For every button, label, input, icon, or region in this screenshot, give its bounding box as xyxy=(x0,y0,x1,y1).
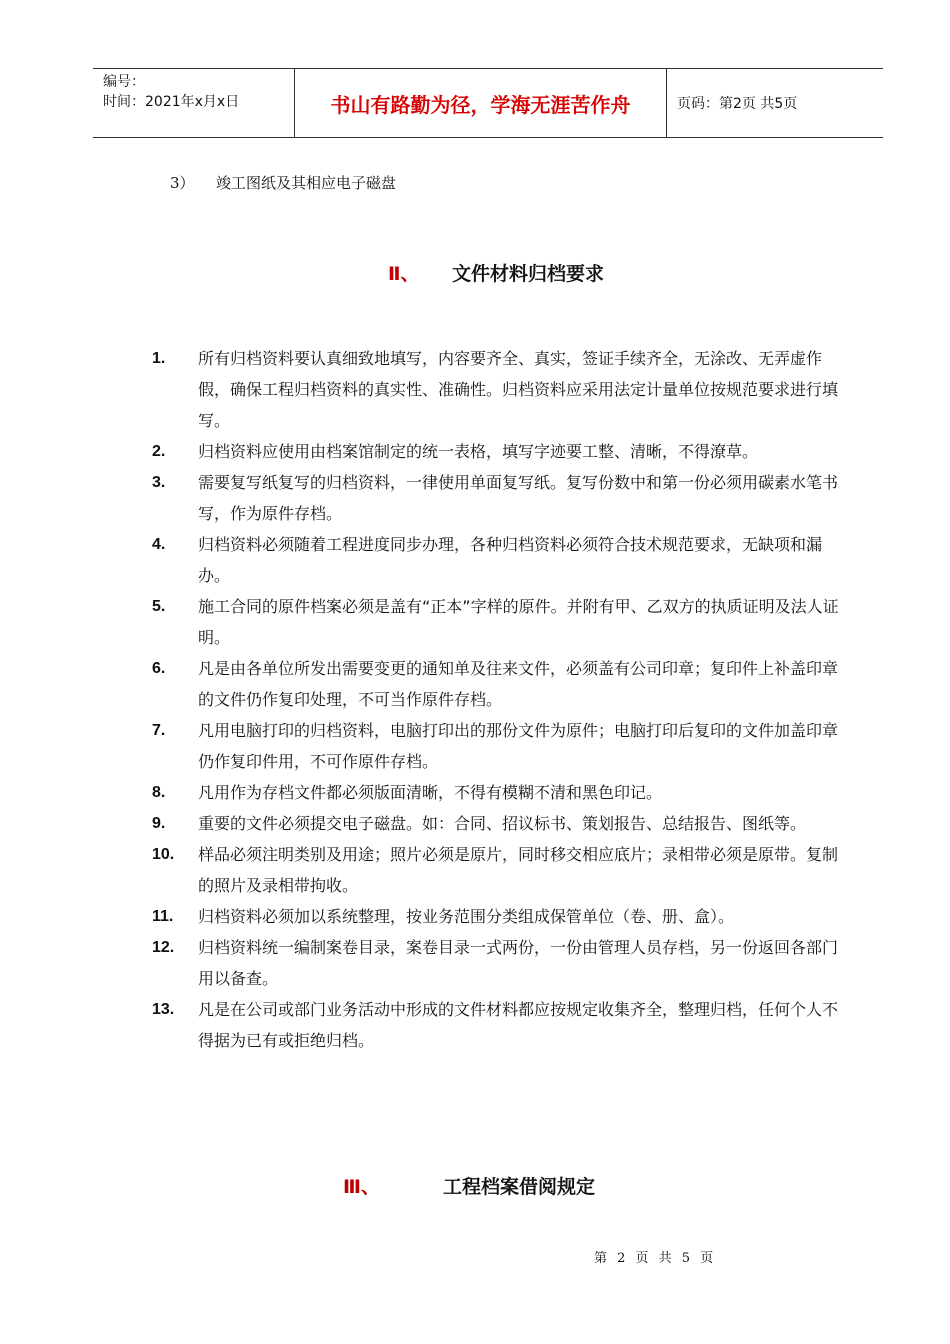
list-item-text: 凡是在公司或部门业务活动中形成的文件材料都应按规定收集齐全，整理归档，任何个人不得据为已有或拒绝归档。 xyxy=(198,1000,839,1050)
list-item-text: 归档资料必须加以系统整理，按业务范围分类组成保管单位（卷、册、盒）。 xyxy=(198,907,735,926)
list-item-number: 2. xyxy=(152,443,166,460)
list-item-text: 凡用作为存档文件都必须版面清晰，不得有模糊不清和黑色印记。 xyxy=(198,783,663,802)
list-item-number: 1. xyxy=(152,350,166,367)
list-item xyxy=(152,901,852,932)
list-item xyxy=(152,994,852,1056)
list-item-number: 12. xyxy=(152,939,175,956)
list-item-number: 6. xyxy=(152,660,166,677)
requirements-list xyxy=(152,343,852,1056)
list-item xyxy=(152,529,852,591)
time-label: 时间：2021年x月x日 xyxy=(103,94,240,110)
list-item xyxy=(152,808,852,839)
list-item-number: 11. xyxy=(152,908,174,925)
list-item-text: 样品必须注明类别及用途；照片必须是原片，同时移交相应底片；录相带必须是原带。复制的照片及录相带拘收。 xyxy=(198,845,839,895)
header-motto: 书山有路勤为径，学海无涯苦作舟 xyxy=(295,69,667,137)
section-2-numeral: Ⅱ、 xyxy=(388,263,420,285)
sub-item-text: 竣工图纸及其相应电子磁盘 xyxy=(216,174,397,192)
list-item-number: 5. xyxy=(152,598,166,615)
list-item-text: 归档资料应使用由档案馆制定的统一表格，填写字迹要工整、清晰，不得潦草。 xyxy=(198,442,759,461)
list-item-number: 10. xyxy=(152,846,175,863)
list-item-number: 7. xyxy=(152,722,166,739)
list-item-number: 13. xyxy=(152,1001,175,1018)
list-item-number: 9. xyxy=(152,815,166,832)
list-item-number: 8. xyxy=(152,784,166,801)
section-3-numeral: Ⅲ、 xyxy=(343,1176,380,1198)
list-item xyxy=(152,653,852,715)
list-item xyxy=(152,467,852,529)
page-footer: 第 2 页 共 5 页 xyxy=(594,1251,714,1266)
list-item xyxy=(152,777,852,808)
section-3-title: 工程档案借阅规定 xyxy=(443,1176,596,1198)
section-2-title: 文件材料归档要求 xyxy=(452,263,605,285)
list-item-number: 4. xyxy=(152,536,166,553)
sub-item xyxy=(170,172,396,193)
list-item xyxy=(152,436,852,467)
list-item-text: 需要复写纸复写的归档资料，一律使用单面复写纸。复写份数中和第一份必须用碳素水笔书写，作为原件存档。 xyxy=(198,473,839,523)
list-item xyxy=(152,839,852,901)
page-header xyxy=(93,68,883,138)
list-item-text: 重要的文件必须提交电子磁盘。如：合同、招议标书、策划报告、总结报告、图纸等。 xyxy=(198,814,807,833)
header-page-label: 页码：第2页 共5页 xyxy=(677,96,798,112)
list-item xyxy=(152,591,852,653)
list-item-text: 施工合同的原件档案必须是盖有“正本”字样的原件。并附有甲、乙双方的执质证明及法人证明。 xyxy=(198,597,839,647)
list-item-text: 归档资料统一编制案卷目录，案卷目录一式两份，一份由管理人员存档，另一份返回各部门用以备查。 xyxy=(198,938,839,988)
list-item-text: 凡是由各单位所发出需要变更的通知单及往来文件，必须盖有公司印章；复印件上补盖印章的文件仍作复印处理，不可当作原件存档。 xyxy=(198,659,839,709)
list-item xyxy=(152,715,852,777)
header-meta xyxy=(93,69,295,137)
list-item-number: 3. xyxy=(152,474,166,491)
list-item-text: 凡用电脑打印的归档资料，电脑打印出的那份文件为原件；电脑打印后复印的文件加盖印章仍作复印件用，不可作原件存档。 xyxy=(198,721,839,771)
list-item-text: 归档资料必须随着工程进度同步办理，各种归档资料必须符合技术规范要求，无缺项和漏办。 xyxy=(198,535,823,585)
section-heading-3 xyxy=(343,1172,595,1199)
list-item-text: 所有归档资料要认真细致地填写，内容要齐全、真实，签证手续齐全，无涂改、无弄虚作假，确保工程归档资料的真实性、准确性。归档资料应采用法定计量单位按规范要求进行填写。 xyxy=(198,349,839,430)
list-item xyxy=(152,932,852,994)
number-label: 编号： xyxy=(103,74,145,90)
list-item xyxy=(152,343,852,436)
section-heading-2 xyxy=(388,259,604,286)
sub-item-number: 3） xyxy=(170,174,195,192)
